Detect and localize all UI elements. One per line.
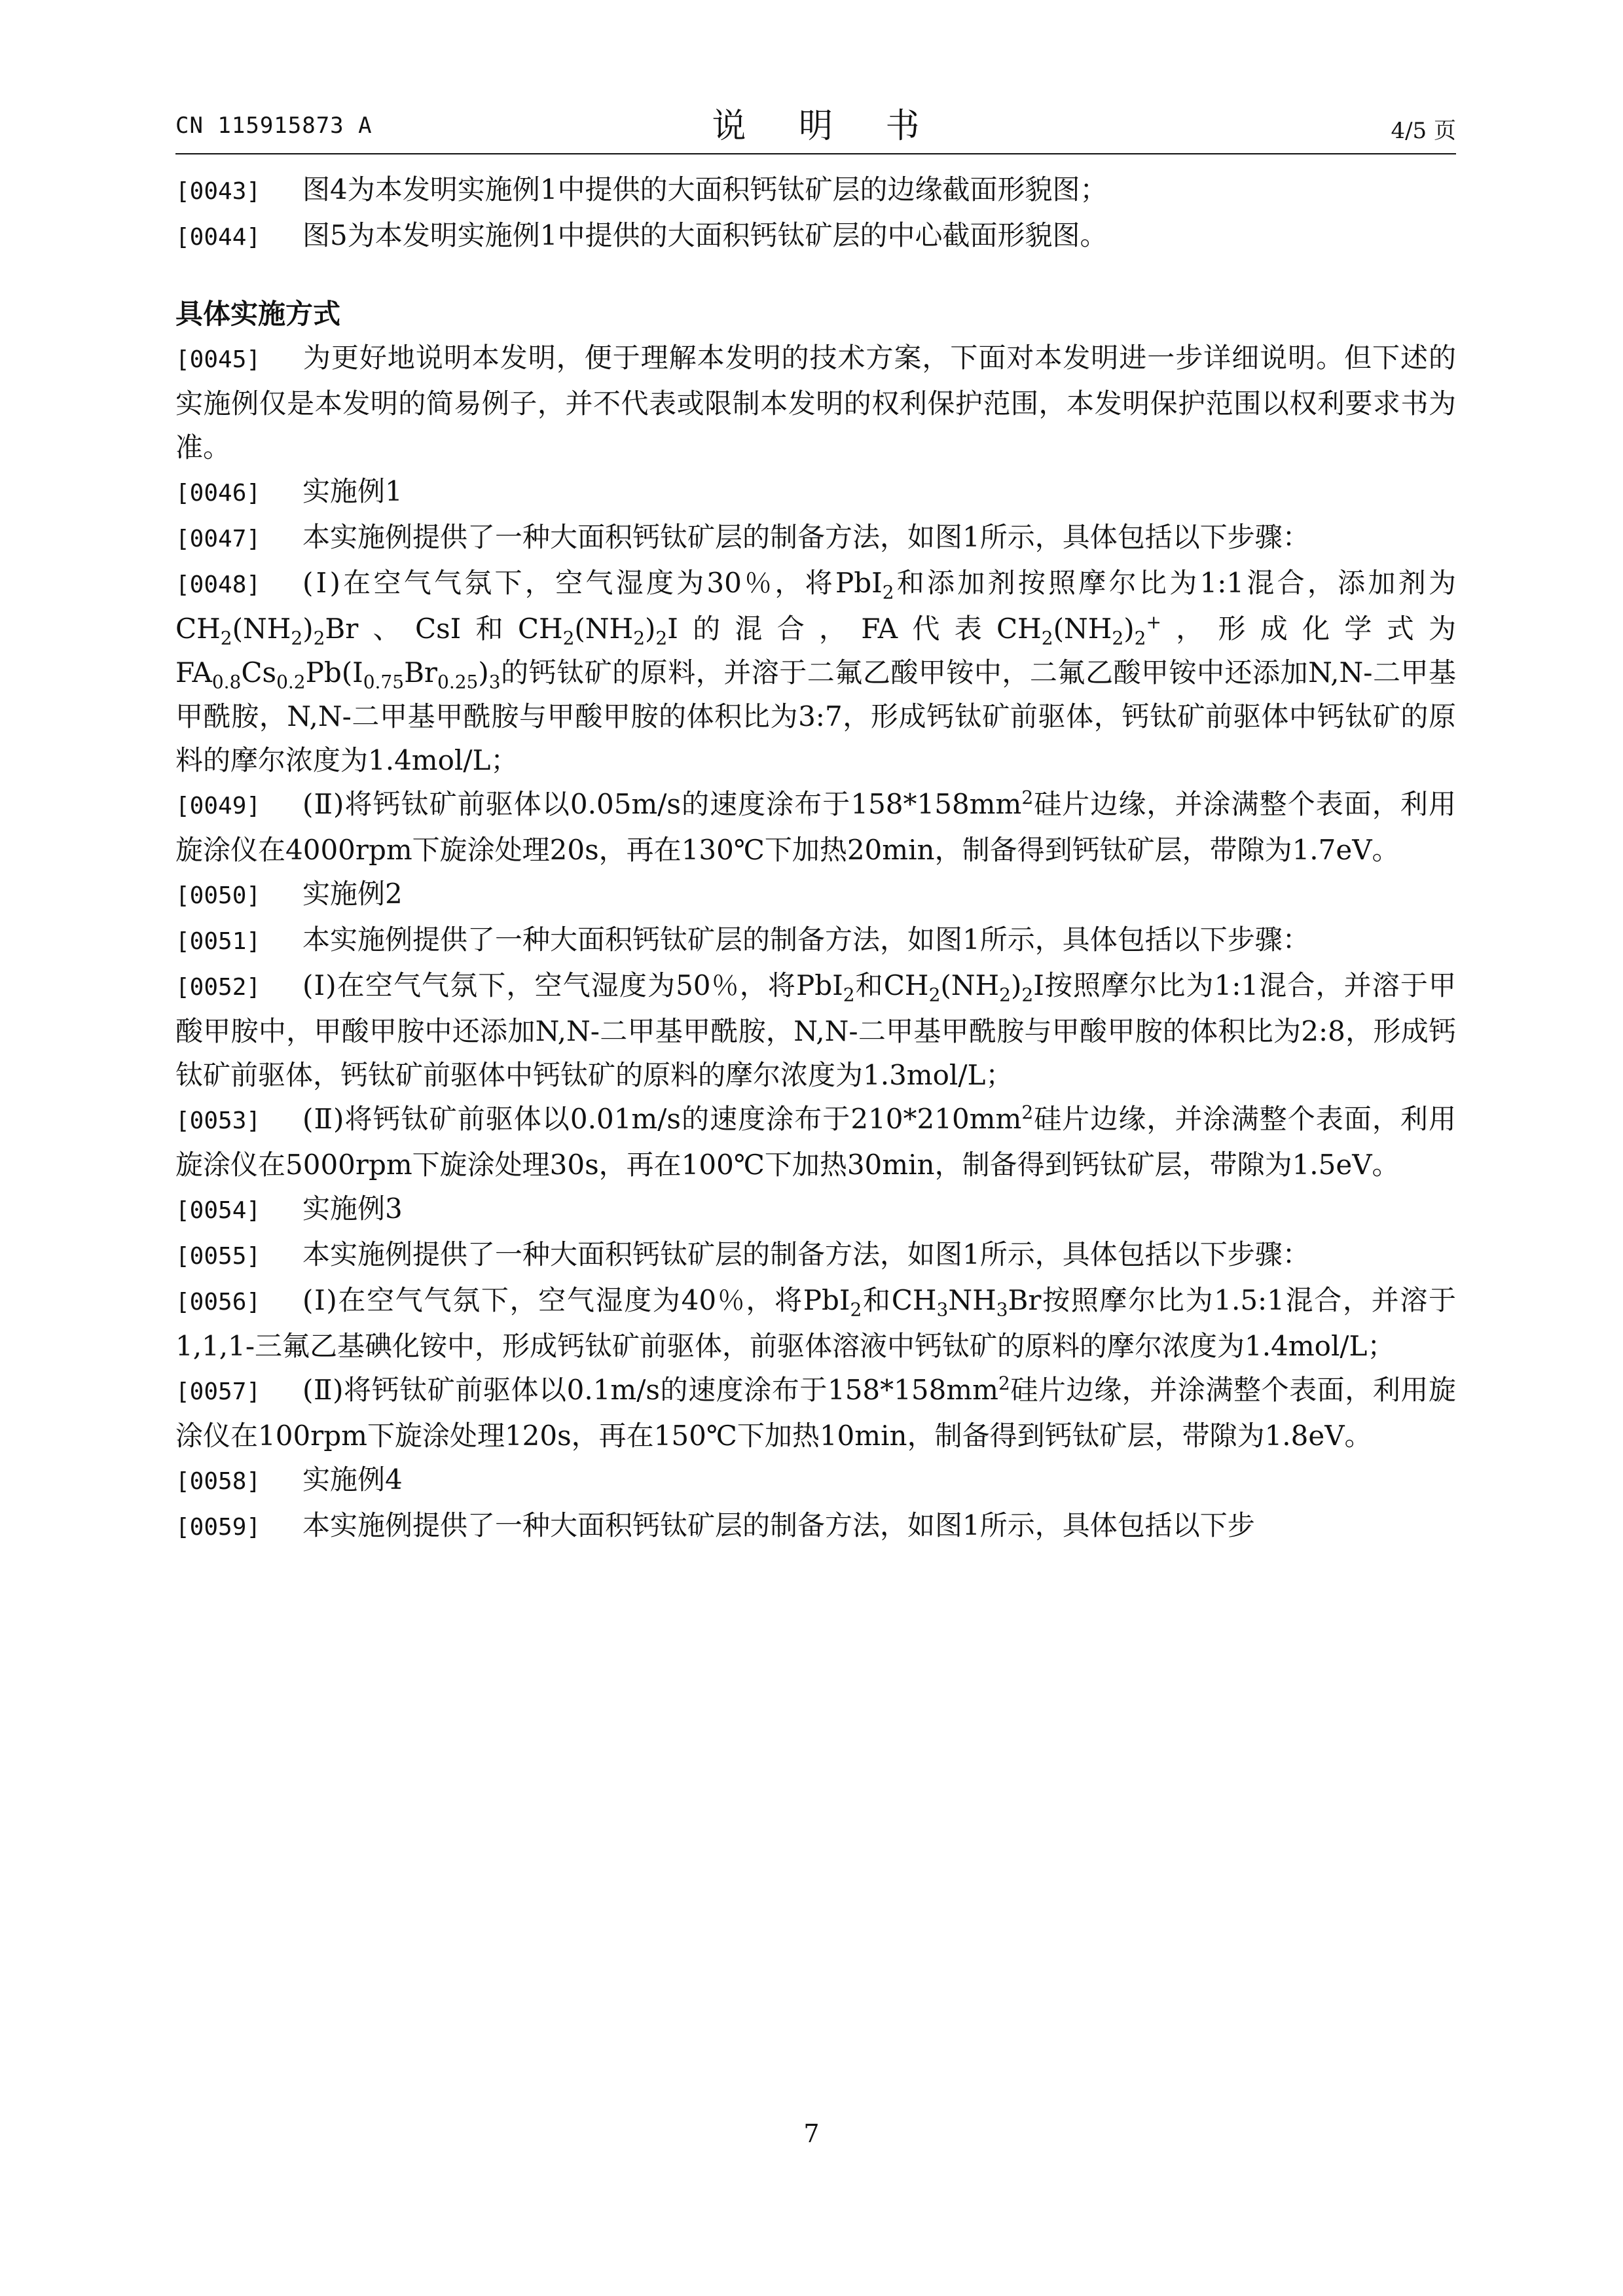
page-header bbox=[175, 98, 1456, 157]
paragraph-text: 本实施例提供了一种大面积钙钛矿层的制备方法，如图1所示，具体包括以下步骤： bbox=[302, 1238, 1310, 1270]
paragraph-0057 bbox=[175, 1368, 1456, 1458]
paragraph-text: (Ⅰ)在空气气氛下，空气湿度为50％，将PbI$_2$和$CH_2(NH_2)_2I$按照摩尔比为1:1混合，并溶于甲酸甲胺中，甲酸甲胺中还添加N,N-二甲基甲酰胺，N,N-二甲基甲酰胺与甲酸甲胺的体积比为2:8，形成钙钛矿前驱体，钙钛矿前驱体中钙钛矿的原料的摩尔浓度为1.3mol/L； bbox=[175, 969, 1457, 1091]
paragraph-text: 图5为本发明实施例1中提供的大面积钙钛矿层的中心截面形貌图。 bbox=[302, 219, 1108, 251]
paragraph-number: [0047] bbox=[175, 526, 261, 552]
paragraph-number: [0056] bbox=[175, 1289, 261, 1316]
document-title: 说 明 书 bbox=[712, 107, 941, 146]
paragraph-text: 本实施例提供了一种大面积钙钛矿层的制备方法，如图1所示，具体包括以下步骤： bbox=[302, 521, 1310, 553]
paragraph-text: (Ⅰ)在空气气氛下，空气湿度为30％，将PbI$_2$和添加剂按照摩尔比为1:1混合，添加剂为$CH_2(NH_2)_2Br$、CsI和$CH_2(NH_2)_2I$的混合，FA代表$CH_2(NH_2)_2^+$，形成化学式为$FA_{0.8}Cs_{0.2}Pb(I_{0.75}Br_{0.25})_3$的钙钛矿的原料，并溶于二氟乙酸甲铵中，二氟乙酸甲铵中还添加N,N-二甲基甲酰胺，N,N-二甲基甲酰胺与甲酸甲胺的体积比为3:7，形成钙钛矿前驱体，钙钛矿前驱体中钙钛矿的原料的摩尔浓度为1.4mol/L； bbox=[175, 567, 1456, 776]
patent-number: CN 115915873 A bbox=[175, 113, 373, 139]
paragraph-number: [0051] bbox=[175, 928, 261, 955]
paragraph-0049 bbox=[175, 782, 1456, 872]
paragraph-0056 bbox=[175, 1278, 1456, 1368]
paragraph-0050 bbox=[175, 872, 1456, 918]
paragraph-0048 bbox=[175, 561, 1456, 782]
paragraph-text: 实施例4 bbox=[302, 1463, 403, 1496]
paragraph-number: [0059] bbox=[175, 1514, 261, 1541]
paragraph-text: 本实施例提供了一种大面积钙钛矿层的制备方法，如图1所示，具体包括以下步 bbox=[302, 1509, 1255, 1541]
paragraph-text: (Ⅱ)将钙钛矿前驱体以0.05m/s的速度涂布于$158*158mm^2$硅片边缘，并涂满整个表面，利用旋涂仪在4000rpm下旋涂处理20s，再在130℃下加热20min，制备得到钙钛矿层，带隙为1.7eV。 bbox=[175, 787, 1456, 866]
paragraph-number: [0052] bbox=[175, 974, 261, 1001]
paragraph-number: [0057] bbox=[175, 1378, 261, 1405]
paragraph-number: [0058] bbox=[175, 1468, 261, 1495]
document-body bbox=[175, 168, 1456, 1549]
paragraph-number: [0050] bbox=[175, 882, 261, 909]
paragraph-0044 bbox=[175, 213, 1456, 259]
paragraph-text: 实施例3 bbox=[302, 1193, 403, 1225]
paragraph-number: [0046] bbox=[175, 480, 261, 507]
paragraph-0055 bbox=[175, 1232, 1456, 1278]
paragraph-number: [0043] bbox=[175, 178, 261, 205]
paragraph-text: (Ⅰ)在空气气氛下，空气湿度为40％，将PbI$_2$和$CH_3NH_3Br$按照摩尔比为1.5:1混合，并溶于1,1,1-三氟乙基碘化铵中，形成钙钛矿前驱体，前驱体溶液中钙钛矿的原料的摩尔浓度为1.4mol/L； bbox=[175, 1284, 1457, 1362]
paragraph-0051 bbox=[175, 918, 1456, 963]
paragraph-0054 bbox=[175, 1187, 1456, 1232]
paragraph-text: (Ⅱ)将钙钛矿前驱体以0.01m/s的速度涂布于$210*210mm^2$硅片边缘，并涂满整个表面，利用旋涂仪在5000rpm下旋涂处理30s，再在100℃下加热30min，制备得到钙钛矿层，带隙为1.5eV。 bbox=[175, 1102, 1456, 1181]
paragraph-text: 实施例1 bbox=[302, 475, 403, 507]
paragraph-0059 bbox=[175, 1503, 1456, 1549]
paragraph-0052 bbox=[175, 963, 1456, 1097]
paragraph-text: 实施例2 bbox=[302, 878, 403, 910]
paragraph-0043 bbox=[175, 168, 1456, 213]
paragraph-0045 bbox=[175, 336, 1456, 469]
header-divider bbox=[175, 153, 1456, 154]
paragraph-number: [0054] bbox=[175, 1197, 261, 1224]
paragraph-number: [0053] bbox=[175, 1107, 261, 1134]
paragraph-text: 为更好地说明本发明，便于理解本发明的技术方案，下面对本发明进一步详细说明。但下述的实施例仅是本发明的简易例子，并不代表或限制本发明的权利保护范围，本发明保护范围以权利要求书为准。 bbox=[175, 342, 1456, 463]
page-indicator: 4/5 页 bbox=[1391, 118, 1456, 144]
paragraph-0053 bbox=[175, 1097, 1456, 1187]
paragraph-number: [0048] bbox=[175, 571, 261, 598]
page-number: 7 bbox=[803, 2119, 820, 2148]
paragraph-text: (Ⅱ)将钙钛矿前驱体以0.1m/s的速度涂布于$158*158mm^2$硅片边缘，并涂满整个表面，利用旋涂仪在100rpm下旋涂处理120s，再在150℃下加热10min，制备得到钙钛矿层，带隙为1.8eV。 bbox=[175, 1372, 1456, 1452]
paragraph-0058 bbox=[175, 1458, 1456, 1503]
paragraph-number: [0045] bbox=[175, 346, 261, 373]
paragraph-number: [0049] bbox=[175, 793, 261, 819]
paragraph-number: [0044] bbox=[175, 224, 261, 251]
paragraph-0046 bbox=[175, 469, 1456, 515]
paragraph-text: 本实施例提供了一种大面积钙钛矿层的制备方法，如图1所示，具体包括以下步骤： bbox=[302, 924, 1310, 956]
paragraph-0047 bbox=[175, 515, 1456, 561]
section-heading: 具体实施方式 bbox=[175, 298, 341, 330]
paragraph-number: [0055] bbox=[175, 1243, 261, 1270]
paragraph-text: 图4为本发明实施例1中提供的大面积钙钛矿层的边缘截面形貌图； bbox=[302, 173, 1108, 206]
